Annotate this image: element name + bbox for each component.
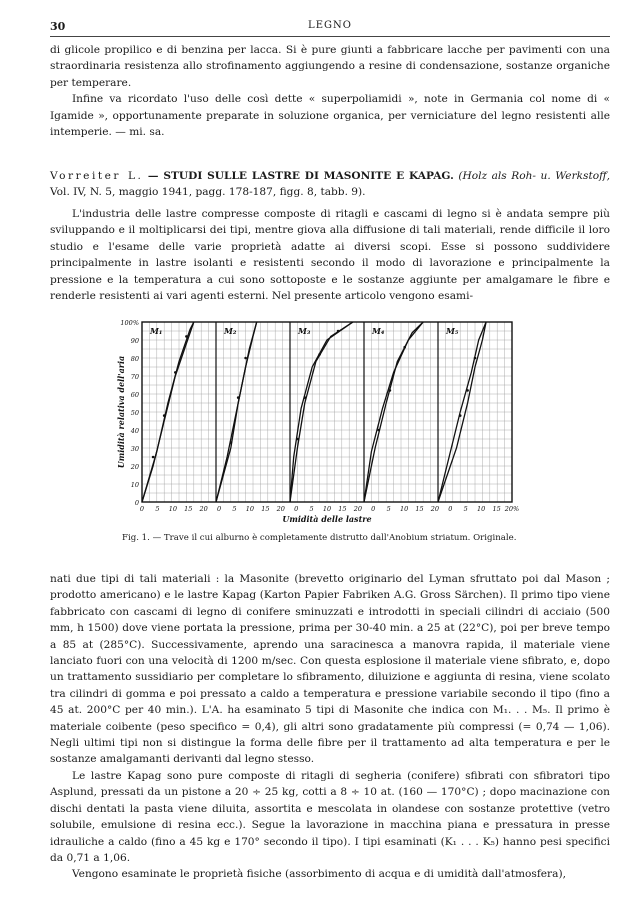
x-tick-label: 10 <box>322 505 332 513</box>
article-reference: Vol. IV, N. 5, maggio 1941, pagg. 178-187, figg. 8, tabb. 9). <box>50 186 366 199</box>
article-journal: (Holz als Roh- u. Werkstoff, <box>458 170 611 182</box>
data-point-M5 <box>459 414 462 417</box>
data-point-M4 <box>378 429 381 432</box>
article-paragraph: nati due tipi di tali materiali : la Masonite (brevetto originario del Lyman sfruttato poi dal Mason ; prodotto americano) e le lastre Kapag (Karton Papier Fabriken A.G. Gross Särchen). Il primo tipo viene fabbricato con cascami di legno di conifere sminuzzati e introdotti in speciali cilindri di acciaio (500 mm, h 1500) dove viene portata la pressione, prima per 30-40 min. a 25 at (22°C), poi per breve tempo a 85 at (285°C). Successivamente, aprendo una saracinesca a manovra rapida, il materiale viene lanciato fuori con una velocità di 1200 m/sec. Con questa esplosione il materiale viene sfibrato, e, dopo un trattamento sussidiario per completare lo sfibramento, diluizione e aggiunta di resina, viene scolato tra cilindri di gomma e poi pressato a caldo a temperatura e pressione variabile secondo il tipo (fino a 45 at. 200°C per 40 min.). L'A. ha esaminato 5 tipi di Masonite che indica con M₁. . . M₅. Il primo è materiale coibente (peso specifico = 0,4), gli altri sono gradatamente più compressi (= 0,74 — 1,06). Negli ultimi tipi non si distingue la forma delle fibre per il trattamento ad alta temperatura e per le sostanze amalgamanti derivanti dal legno stesso. <box>50 573 610 766</box>
y-tick-label: 0 <box>134 499 139 507</box>
data-point-M4 <box>403 346 406 349</box>
x-tick-label: 0 <box>448 505 453 513</box>
x-tick-label: 10 <box>245 505 255 513</box>
data-point-M3 <box>337 330 340 333</box>
x-tick-label: 15 <box>338 505 347 513</box>
y-tick-label: 70 <box>130 373 139 381</box>
intro-text <box>50 42 610 140</box>
x-tick-label: 15 <box>261 505 270 513</box>
data-point-M1 <box>163 414 166 417</box>
data-point-M2 <box>244 357 247 360</box>
panel-label-M2: M₂ <box>224 326 237 336</box>
x-tick-label: 20% <box>504 505 520 513</box>
data-point-M2 <box>230 441 233 444</box>
x-tick-label: 0 <box>139 505 145 513</box>
x-tick-label: 15 <box>415 505 424 513</box>
x-axis-label: Umidità delle lastre <box>282 514 372 524</box>
x-tick-label: 5 <box>155 505 160 513</box>
x-tick-label: 20 <box>353 505 362 513</box>
data-point-M2 <box>237 396 240 399</box>
article-body-2 <box>50 571 610 883</box>
data-point-M1 <box>185 335 188 338</box>
article-body-1 <box>50 206 610 304</box>
x-tick-label: 15 <box>184 505 193 513</box>
sorption-figure <box>112 312 524 532</box>
data-point-M4 <box>389 389 392 392</box>
y-tick-label: 60 <box>130 391 139 399</box>
intro-paragraph: di glicole propilico e di benzina per lacca. Si è pure giunti a fabbricare lacche per pavimenti con una straordinaria resistenza allo strofinamento aggiungendo a resine di condensazione, sostanze organiche per temperare. <box>50 44 610 89</box>
figure-caption: Fig. 1. — Trave il cui alburno è completamente distrutto dall'Anobium striatum. Originale. <box>122 533 517 543</box>
data-point-M5 <box>466 389 469 392</box>
x-tick-label: 20 <box>430 505 440 513</box>
data-point-M1 <box>174 371 177 374</box>
article-paragraph: Le lastre Kapag sono pure composte di ritagli di segheria (conifere) sfibrati con sfibratori tipo Asplund, pressati da un pistone a 20 ÷ 25 kg, cotti a 8 ÷ 10 at. (160 — 170°C) ; dopo macinazione con dischi dentati la pasta viene diluita, assortita e mescolata in olandese con sostanze protettive (vetro solubile, emulsione di resina ecc.). Segue la lavorazione in macchina piana e pressatura in presse idrauliche a caldo (fino a 45 kg e 170° secondo il tipo). I tipi esaminati (K₁ . . . K₅) hanno pesi specifici da 0,71 a 1,06. <box>50 769 610 864</box>
article-heading <box>50 168 610 201</box>
x-tick-label: 5 <box>386 505 391 513</box>
intro-paragraph: Infine va ricordato l'uso delle così dette « superpoliamidi », note in Germania col nome di « Igamide », opportunamente preparate in soluzione organica, per verniciature del legno resistenti alle intemperie. — mi. sa. <box>50 93 610 139</box>
article-author: Vorreiter L. <box>50 170 144 182</box>
x-tick-label: 0 <box>217 505 222 513</box>
y-tick-label: 10 <box>130 481 139 489</box>
data-point-M3 <box>318 353 321 356</box>
panel-label-M1: M₁ <box>150 326 163 336</box>
article-title: — STUDI SULLE LASTRE DI MASONITE E KAPAG. <box>147 170 454 182</box>
data-point-M1 <box>152 456 155 459</box>
x-tick-label: 15 <box>492 505 501 513</box>
y-tick-label: 100% <box>120 319 139 327</box>
data-point-M5 <box>474 357 477 360</box>
y-tick-label: 30 <box>130 445 139 453</box>
sorption-chart <box>112 312 524 532</box>
panel-label-M3: M₃ <box>298 326 311 336</box>
y-tick-label: 80 <box>130 355 139 363</box>
page-number: 30 <box>50 20 66 33</box>
article-paragraph: Vengono esaminate le proprietà fisiche (assorbimento di acqua e di umidità dall'atmosfera), <box>72 868 566 881</box>
x-tick-label: 10 <box>399 505 409 513</box>
x-tick-label: 5 <box>232 505 237 513</box>
page-header <box>50 20 610 36</box>
panel-label-M5: M₅ <box>446 326 459 336</box>
x-tick-label: 5 <box>309 505 314 513</box>
y-tick-label: 40 <box>130 427 139 435</box>
x-tick-label: 0 <box>371 505 376 513</box>
running-title: LEGNO <box>308 20 352 31</box>
data-point-M3 <box>304 396 307 399</box>
x-tick-label: 20 <box>276 505 285 513</box>
x-tick-label: 5 <box>463 505 468 513</box>
x-tick-label: 10 <box>477 505 486 513</box>
x-tick-label: 10 <box>168 505 177 513</box>
x-tick-label: 0 <box>294 505 299 513</box>
y-axis-label: Umidità relativa dell'aria <box>116 355 126 469</box>
header-rule <box>50 36 610 37</box>
y-tick-label: 50 <box>130 409 139 417</box>
y-tick-label: 90 <box>130 337 139 345</box>
article-paragraph: L'industria delle lastre compresse composte di ritagli e cascami di legno si è andata sempre più sviluppando e il moltiplicarsi dei tipi, mentre giova alla diffusione di tali materiali, rende difficile il loro studio e l'esame delle varie proprietà adatte ai diversi scopi. Esse si possono suddividere principalmente in lastre isolanti e resistenti secondo il modo di lavorazione e principalmente la pressione e la temperatura a cui sono sottoposte e le sostanze aggiunte per amalgamare le fibre e renderle resistenti ai vari agenti esterni. Nel presente articolo vengono esami- <box>50 208 610 303</box>
y-tick-label: 20 <box>130 463 139 471</box>
data-point-M3 <box>296 438 299 441</box>
panel-label-M4: M₄ <box>372 326 385 336</box>
x-tick-label: 20 <box>199 505 208 513</box>
